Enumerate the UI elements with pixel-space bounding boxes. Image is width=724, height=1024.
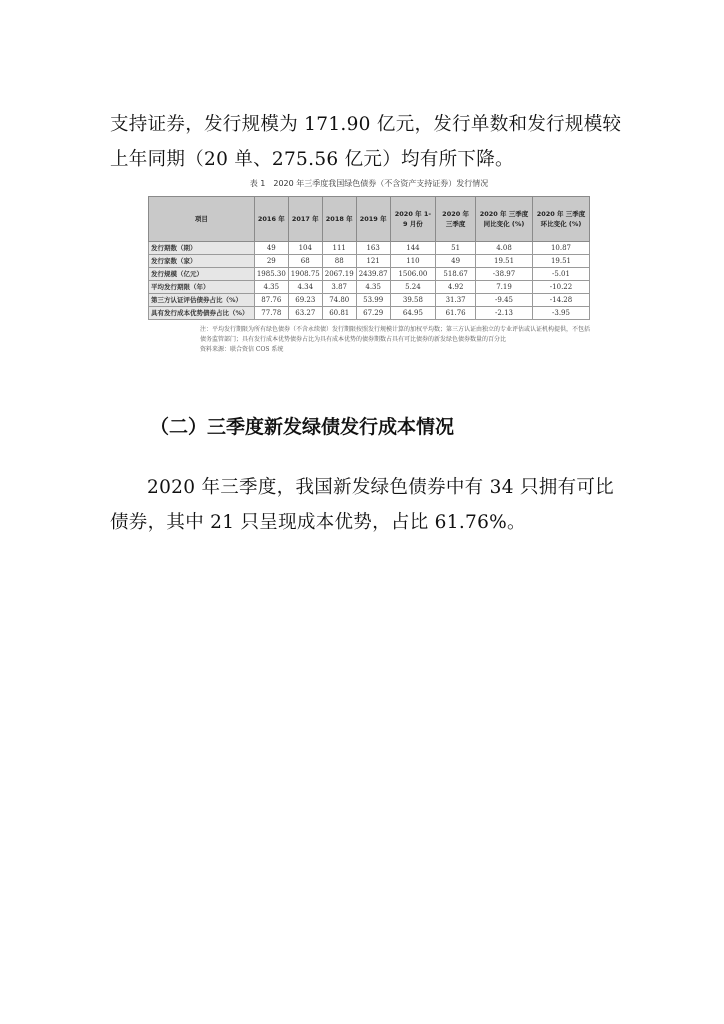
table-cell: 29 — [254, 255, 288, 268]
table-cell: 1506.00 — [390, 268, 436, 281]
table-cell: 19.51 — [476, 255, 533, 268]
table-cell: 31.37 — [436, 294, 476, 307]
table-cell: 4.92 — [436, 281, 476, 294]
section-heading: （二）三季度新发绿债发行成本情况 — [150, 416, 455, 438]
table-cell: 121 — [356, 255, 390, 268]
table-cell: -10.22 — [533, 281, 590, 294]
table-cell: 69.23 — [288, 294, 322, 307]
table-cell: 60.81 — [322, 307, 356, 320]
table-cell: 2439.87 — [356, 268, 390, 281]
table-cell: 68 — [288, 255, 322, 268]
table-cell: 74.80 — [322, 294, 356, 307]
table-cell: 4.35 — [254, 281, 288, 294]
bond-issuance-table-figure — [148, 178, 590, 355]
table-cell: 1908.75 — [288, 268, 322, 281]
row-label: 平均发行期限（年） — [149, 281, 255, 294]
header-cell: 2016 年 — [254, 197, 288, 242]
row-label: 第三方认证评估债券占比（%） — [149, 294, 255, 307]
table-cell: 111 — [322, 242, 356, 255]
table-cell: -14.28 — [533, 294, 590, 307]
table-row — [149, 255, 590, 268]
table-cell: 87.76 — [254, 294, 288, 307]
table-cell: 4.35 — [356, 281, 390, 294]
header-cell: 2020 年 三季度 — [436, 197, 476, 242]
table-cell: 39.58 — [390, 294, 436, 307]
table-cell: 4.34 — [288, 281, 322, 294]
table-notes — [148, 325, 590, 355]
table-cell: 67.29 — [356, 307, 390, 320]
table-cell: -5.01 — [533, 268, 590, 281]
table-header-row — [149, 197, 590, 242]
bond-issuance-table — [148, 196, 590, 320]
table-cell: -9.45 — [476, 294, 533, 307]
table-cell: 144 — [390, 242, 436, 255]
table-cell: 64.95 — [390, 307, 436, 320]
table-cell: 3.87 — [322, 281, 356, 294]
table-row — [149, 268, 590, 281]
header-cell: 2017 年 — [288, 197, 322, 242]
table-cell: -3.95 — [533, 307, 590, 320]
row-label: 发行规模（亿元） — [149, 268, 255, 281]
table-cell: 1985.30 — [254, 268, 288, 281]
table-cell: 7.19 — [476, 281, 533, 294]
table-source: 资料来源：联合资信 COS 系统 — [200, 346, 284, 353]
table-cell: 5.24 — [390, 281, 436, 294]
row-label: 发行家数（家） — [149, 255, 255, 268]
body-paragraph-1: 支持证券，发行规模为 171.90 亿元，发行单数和发行规模较上年同期（20 单、275.56 亿元）均有所下降。 — [110, 113, 622, 170]
table-cell: 63.27 — [288, 307, 322, 320]
body-paragraph-2: 2020 年三季度，我国新发绿色债券中有 34 只拥有可比债券，其中 21 只呈现成本优势，占比 61.76%。 — [110, 476, 614, 533]
table-cell: 51 — [436, 242, 476, 255]
table-cell: 88 — [322, 255, 356, 268]
table-cell: 61.76 — [436, 307, 476, 320]
table-cell: 49 — [254, 242, 288, 255]
table-cell: -2.13 — [476, 307, 533, 320]
header-cell: 2020 年 1-9 月份 — [390, 197, 436, 242]
header-cell: 2018 年 — [322, 197, 356, 242]
header-cell: 2020 年 三季度 环比变化 (%) — [533, 197, 590, 242]
table-cell: 104 — [288, 242, 322, 255]
table-row — [149, 281, 590, 294]
table-cell: 53.99 — [356, 294, 390, 307]
row-label: 发行期数（期） — [149, 242, 255, 255]
table-cell: 4.08 — [476, 242, 533, 255]
table-cell: 2067.19 — [322, 268, 356, 281]
table-row — [149, 294, 590, 307]
table-row — [149, 242, 590, 255]
row-label: 具有发行成本优势债券占比（%） — [149, 307, 255, 320]
header-cell: 2019 年 — [356, 197, 390, 242]
table-cell: -38.97 — [476, 268, 533, 281]
table-row — [149, 307, 590, 320]
table-cell: 49 — [436, 255, 476, 268]
table-title: 表 1 2020 年三季度我国绿色债券（不含资产支持证券）发行情况 — [249, 179, 489, 188]
table-cell: 10.87 — [533, 242, 590, 255]
header-cell: 2020 年 三季度 同比变化 (%) — [476, 197, 533, 242]
table-cell: 163 — [356, 242, 390, 255]
table-cell: 19.51 — [533, 255, 590, 268]
table-note: 注：平均发行期限为所有绿色债券（不含永续债）发行期限按照发行规模计算的加权平均数；第三方认证由独立的专业评估或认证机构提供，不包括债务监管部门；具有发行成本优势债券占比为具有成本优势的债券期数占具有可比债券的新发绿色债券数量的百分比 — [200, 326, 591, 343]
table-cell: 110 — [390, 255, 436, 268]
table-cell: 77.78 — [254, 307, 288, 320]
header-cell: 项目 — [149, 197, 255, 242]
table-cell: 518.67 — [436, 268, 476, 281]
